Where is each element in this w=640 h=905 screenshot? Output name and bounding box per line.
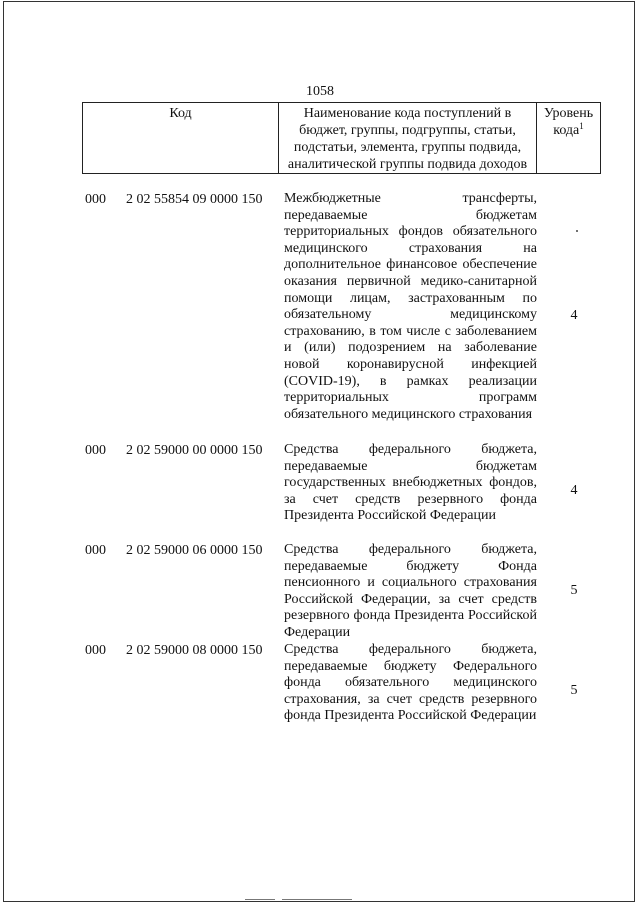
code-level: 4 xyxy=(570,308,578,323)
header-level-label: кода xyxy=(553,123,580,138)
code-level: 4 xyxy=(570,483,578,498)
header-name-line: подстатьи, элемента, группы подвида, xyxy=(293,140,522,155)
code-description: Межбюджетные трансферты, передаваемые бюджетам территориальных фондов обязательного медицинского страхования на дополнительное финансовое обеспечение оказания первичной медико-санитарной помощи лицам, застрахованным по обязательному медицинскому страхованию, в том числе с заболеванием и (или) подозрением на заболевание новой коронавирусной инфекцией (COVID-19), в рамках реализации территориальных программ обязательного медицинского страхования xyxy=(284,191,537,422)
bottom-scan-mark xyxy=(245,899,275,900)
header-name-line: Наименование кода поступлений в xyxy=(303,106,512,121)
admin-code: 000 xyxy=(85,192,106,207)
admin-code: 000 xyxy=(85,543,106,558)
header-level-line2 xyxy=(540,122,597,139)
admin-code: 000 xyxy=(85,643,106,658)
header-name-cell xyxy=(279,103,537,174)
header-level-cell xyxy=(537,103,601,174)
code-description: Средства федерального бюджета, передаваемые бюджету Федерального фонда обязательного медицинского страхования, за счет средств резервного фонда Президента Российской Федерации xyxy=(284,642,537,724)
revenue-code: 2 02 55854 09 0000 150 xyxy=(126,192,263,207)
revenue-code: 2 02 59000 08 0000 150 xyxy=(126,643,263,658)
header-code-label: Код xyxy=(169,106,192,121)
header-level-line1: Уровень xyxy=(543,106,594,121)
bottom-scan-mark xyxy=(282,899,352,900)
code-description: Средства федерального бюджета, передаваемые бюджетам государственных внебюджетных фондов, за счет средств резервного фонда Президента Российской Федерации xyxy=(284,442,537,524)
scan-speck xyxy=(576,230,578,232)
code-description: Средства федерального бюджета, передаваемые бюджету Фонда пенсионного и социального страхования Российской Федерации, за счет средств резервного фонда Президента Российской Федерации xyxy=(284,542,537,640)
revenue-code: 2 02 59000 00 0000 150 xyxy=(126,443,263,458)
code-level: 5 xyxy=(570,683,578,698)
revenue-code: 2 02 59000 06 0000 150 xyxy=(126,543,263,558)
header-name-line: бюджет, группы, подгруппы, статьи, xyxy=(299,123,516,138)
header-table xyxy=(82,102,601,174)
page-number: 1058 xyxy=(306,84,334,99)
code-level: 5 xyxy=(570,583,578,598)
header-row xyxy=(83,103,601,174)
footnote-marker: 1 xyxy=(579,121,584,131)
header-code-cell xyxy=(83,103,279,174)
header-name-line: аналитической группы подвида доходов xyxy=(287,157,528,172)
admin-code: 000 xyxy=(85,443,106,458)
